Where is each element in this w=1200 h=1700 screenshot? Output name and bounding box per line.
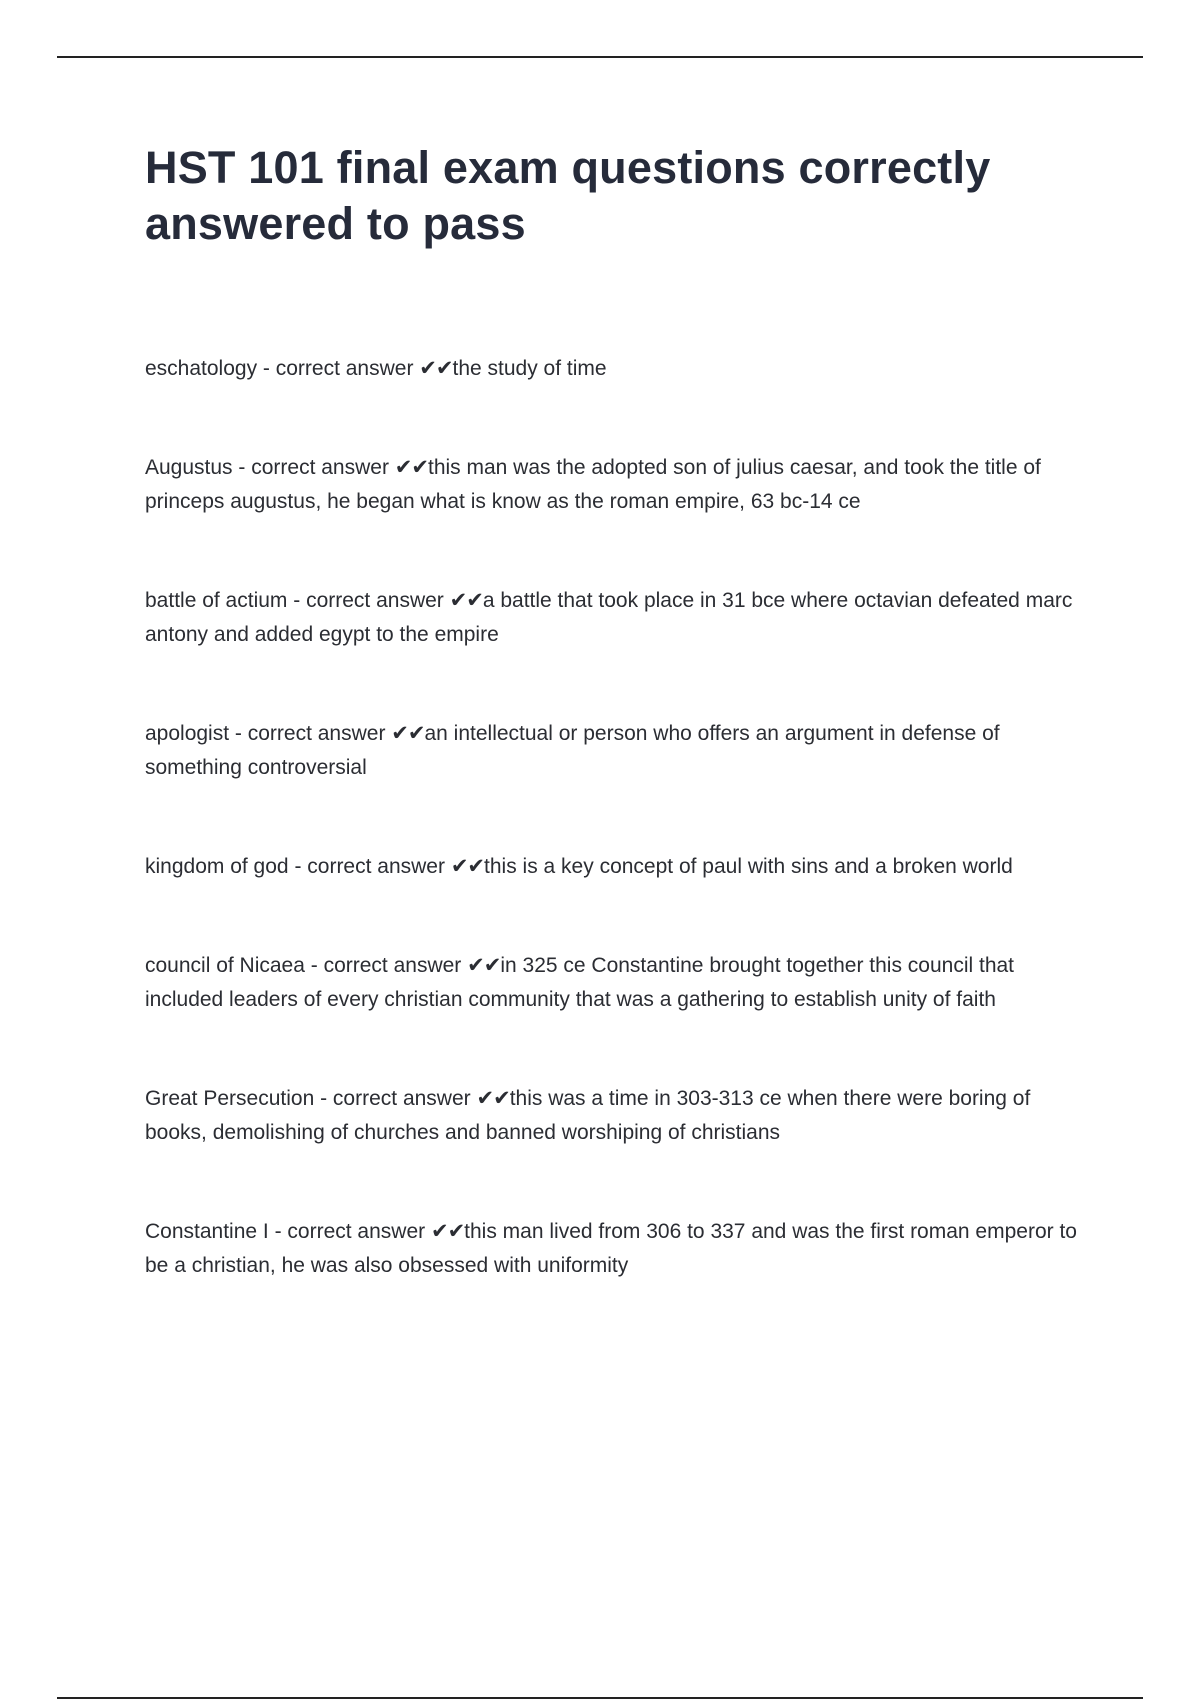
bottom-divider [57, 1697, 1143, 1699]
qa-item [145, 1082, 1095, 1150]
checkmark-icon: ✔✔ [450, 855, 485, 878]
qa-separator: - correct answer [304, 954, 468, 977]
checkmark-icon: ✔✔ [476, 1087, 510, 1110]
qa-separator: - correct answer [314, 1087, 477, 1110]
qa-separator: - correct answer [287, 589, 450, 612]
qa-term: apologist [145, 722, 230, 745]
qa-term: battle of actium [145, 589, 288, 612]
qa-term: council of Nicaea [145, 954, 305, 977]
document-body [145, 140, 1095, 1348]
qa-item [145, 850, 1095, 884]
document-title: HST 101 final exam questions correctly answered to pass [145, 142, 991, 249]
qa-term: kingdom of god [145, 855, 289, 878]
checkmark-icon: ✔✔ [391, 722, 425, 745]
qa-answer: this was a time in 303-313 ce when there were boring of books, demolishing of churches and banned worshiping of christians [145, 1087, 1031, 1144]
qa-item [145, 451, 1095, 519]
qa-answer: an intellectual or person who offers an argument in defense of something controversial [145, 722, 1000, 779]
qa-answer: the study of time [452, 357, 607, 380]
qa-list [145, 352, 1095, 1283]
qa-separator: - correct answer [257, 357, 420, 380]
checkmark-icon: ✔✔ [394, 456, 428, 479]
top-divider [57, 56, 1143, 58]
checkmark-icon: ✔✔ [467, 954, 501, 977]
qa-term: Augustus [145, 456, 233, 479]
qa-item [145, 352, 1095, 386]
qa-answer: this is a key concept of paul with sins and a broken world [484, 855, 1013, 878]
qa-answer: a battle that took place in 31 bce where octavian defeated marc antony and added egypt to the empire [145, 589, 1073, 646]
qa-term: Great Persecution [145, 1087, 315, 1110]
qa-separator: - correct answer [288, 855, 451, 878]
qa-separator: - correct answer [229, 722, 392, 745]
qa-item [145, 717, 1095, 785]
qa-separator: - correct answer [232, 456, 395, 479]
checkmark-icon: ✔✔ [430, 1220, 465, 1243]
qa-answer: this man was the adopted son of julius caesar, and took the title of princeps augustus, he began what is know as the roman empire, 63 bc-14 ce [145, 456, 1041, 513]
qa-answer: this man lived from 306 to 337 and was the first roman emperor to be a christian, he was also obsessed with uniformity [145, 1220, 1077, 1277]
qa-item [145, 949, 1095, 1017]
qa-separator: - correct answer [268, 1220, 431, 1243]
qa-item [145, 584, 1095, 652]
checkmark-icon: ✔✔ [419, 357, 453, 380]
qa-term: eschatology [145, 357, 258, 380]
qa-item [145, 1215, 1095, 1283]
qa-answer: in 325 ce Constantine brought together this council that included leaders of every christian community that was a gathering to establish unity of faith [145, 954, 1015, 1011]
qa-term: Constantine I [145, 1220, 269, 1243]
checkmark-icon: ✔✔ [449, 589, 483, 612]
